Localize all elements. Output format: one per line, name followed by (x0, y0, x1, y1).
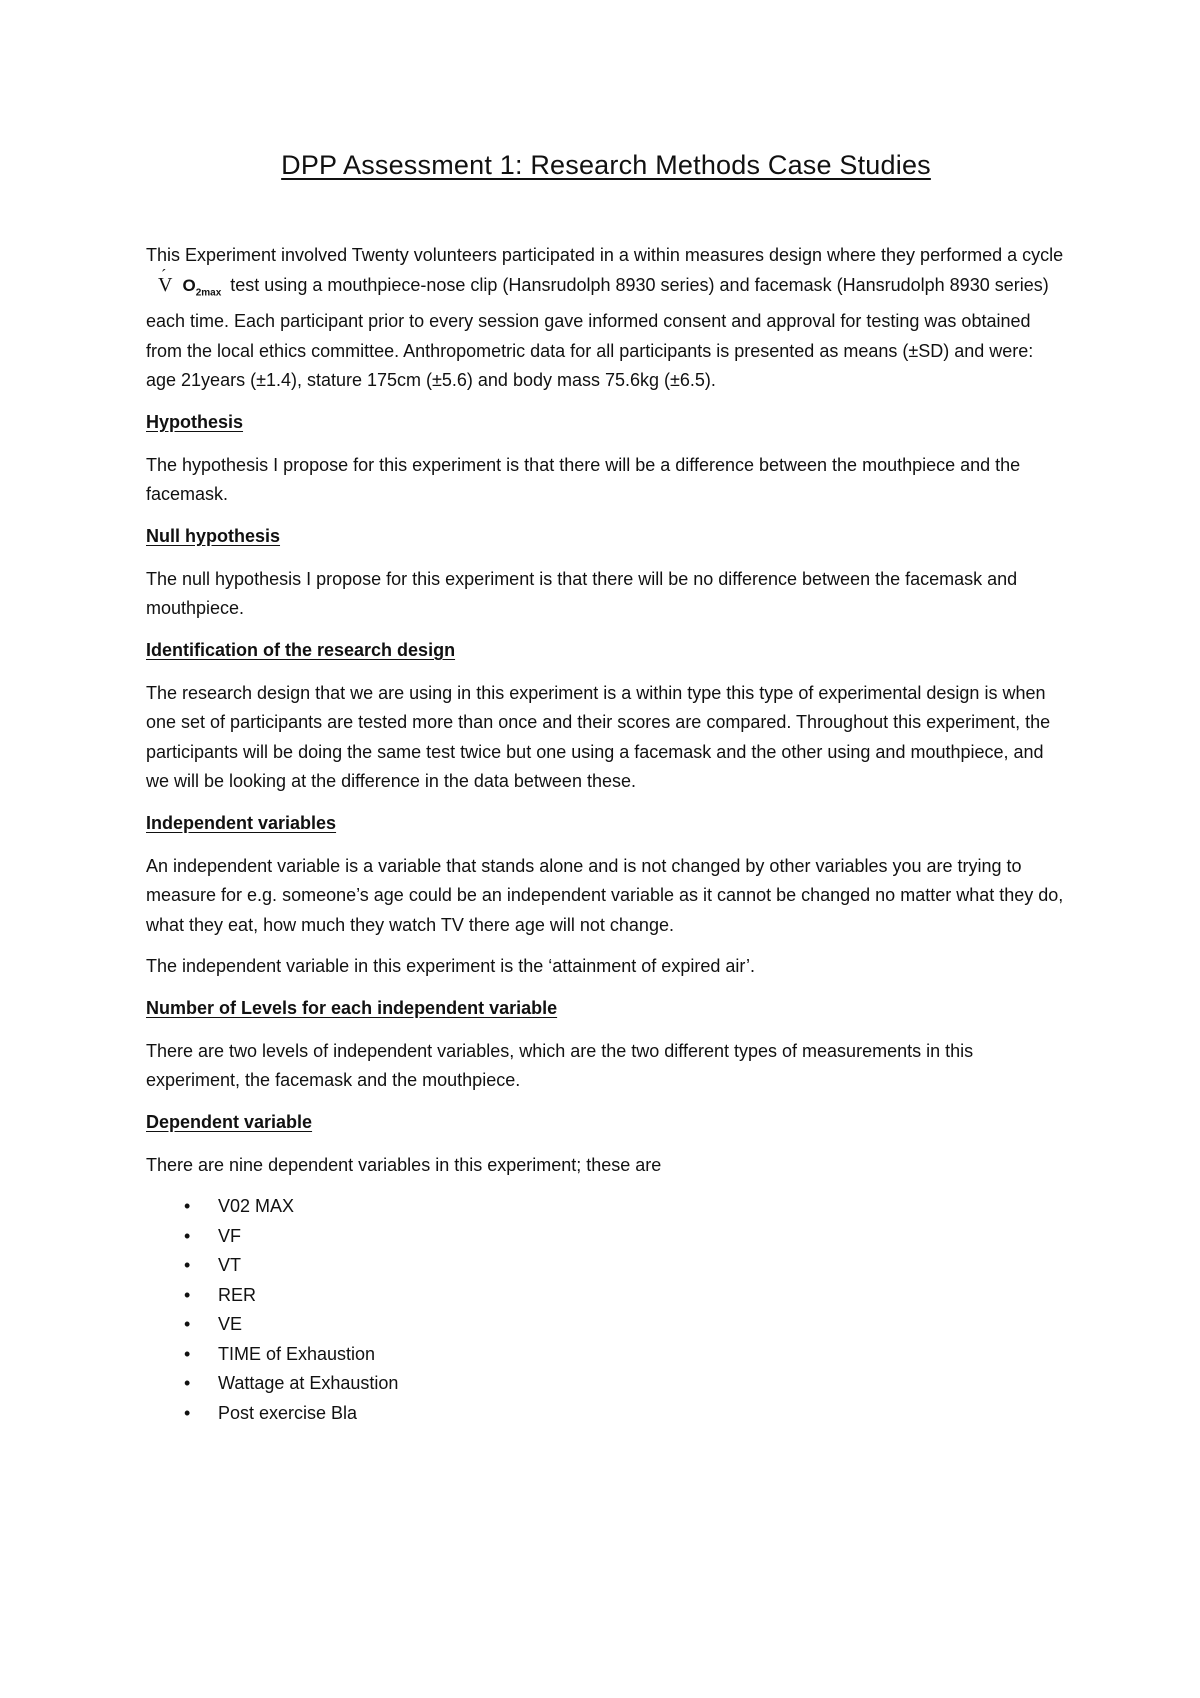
document-page (146, 150, 1066, 1428)
list-item-label: V02 MAX (218, 1196, 295, 1217)
list-item-label: TIME of Exhaustion (218, 1343, 376, 1364)
research-design-text: The research design that we are using in this experiment is a within type this type of experimental design is when one set of participants are tested more than once and their scores are compared. Throughout this experiment, the participants will be doing the same test twice but one using a facemask and the other using and mouthpiece, and we will be looking at the difference in the data between these. (146, 682, 1051, 792)
null-hypothesis-text: The null hypothesis I propose for this experiment is that there will be no difference between the facemask and mouthpiece. (146, 568, 1018, 619)
bullet-icon: • (184, 1284, 191, 1305)
list-item-label: Post exercise Bla (218, 1402, 358, 1423)
bullet-icon: • (184, 1225, 191, 1246)
bullet-icon: • (184, 1373, 191, 1394)
list-item (184, 1399, 1066, 1429)
independent-variables-text: An independent variable is a variable that stands alone and is not changed by other variables you are trying to measure for e.g. someone’s age could be an independent variable as it cannot be changed no matter what they do, what they eat, how much they watch TV there age will not change. (146, 855, 1064, 935)
list-item (184, 1251, 1066, 1281)
o2-subscript: 2max (195, 286, 222, 298)
list-item-label: RER (218, 1284, 257, 1305)
vo2-v-symbol: ´ V (158, 271, 172, 301)
bullet-icon: • (184, 1343, 191, 1364)
list-item-label: VE (218, 1314, 243, 1335)
intro-paragraph (146, 241, 1066, 396)
list-item-label: Wattage at Exhaustion (218, 1373, 399, 1394)
list-item (184, 1192, 1066, 1222)
list-item (184, 1222, 1066, 1252)
list-item-label: VT (218, 1255, 242, 1276)
dependent-variable-list (184, 1192, 1066, 1428)
hypothesis-text: The hypothesis I propose for this experiment is that there will be a difference between the mouthpiece and the facemask. (146, 454, 1021, 505)
dependent-variable-text: There are nine dependent variables in this experiment; these are (146, 1154, 662, 1175)
list-item-label: VF (218, 1225, 242, 1246)
levels-text: There are two levels of independent variables, which are the two different types of measurements in this experiment, the facemask and the mouthpiece. (146, 1040, 974, 1091)
list-item (184, 1310, 1066, 1340)
null-hypothesis-heading: Null hypothesis (146, 525, 281, 546)
document-title: DPP Assessment 1: Research Methods Case Studies (281, 150, 931, 180)
intro-text-end: test using a mouthpiece-nose clip (Hansrudolph 8930 series) and facemask (Hansrudolph 8930 series) each time. Each participant prior to every session gave informed consent and approval for testing was obtained from the local ethics committee. Anthropometric data for all participants is presented as means (±SD) and were: age 21years (±1.4), stature 175cm (±5.6) and body mass 75.6kg (±6.5). (146, 274, 1049, 391)
dependent-variable-heading: Dependent variable (146, 1111, 313, 1132)
bullet-icon: • (184, 1196, 191, 1217)
intro-text-start: This Experiment involved Twenty volunteers participated in a within measures design where they performed a cycle (146, 245, 1064, 265)
list-item (184, 1281, 1066, 1311)
research-design-heading: Identification of the research design (146, 639, 456, 660)
bullet-icon: • (184, 1314, 191, 1335)
levels-heading: Number of Levels for each independent variable (146, 997, 558, 1018)
independent-variable-statement: The independent variable in this experiment is the ‘attainment of expired air’. (146, 956, 756, 977)
vo2-o2max-symbol (182, 275, 222, 298)
bullet-icon: • (184, 1402, 191, 1423)
hypothesis-heading: Hypothesis (146, 411, 244, 432)
bullet-icon: • (184, 1255, 191, 1276)
list-item (184, 1369, 1066, 1399)
o2-letter: O (182, 275, 196, 295)
independent-variables-heading: Independent variables (146, 812, 337, 833)
list-item (184, 1340, 1066, 1370)
